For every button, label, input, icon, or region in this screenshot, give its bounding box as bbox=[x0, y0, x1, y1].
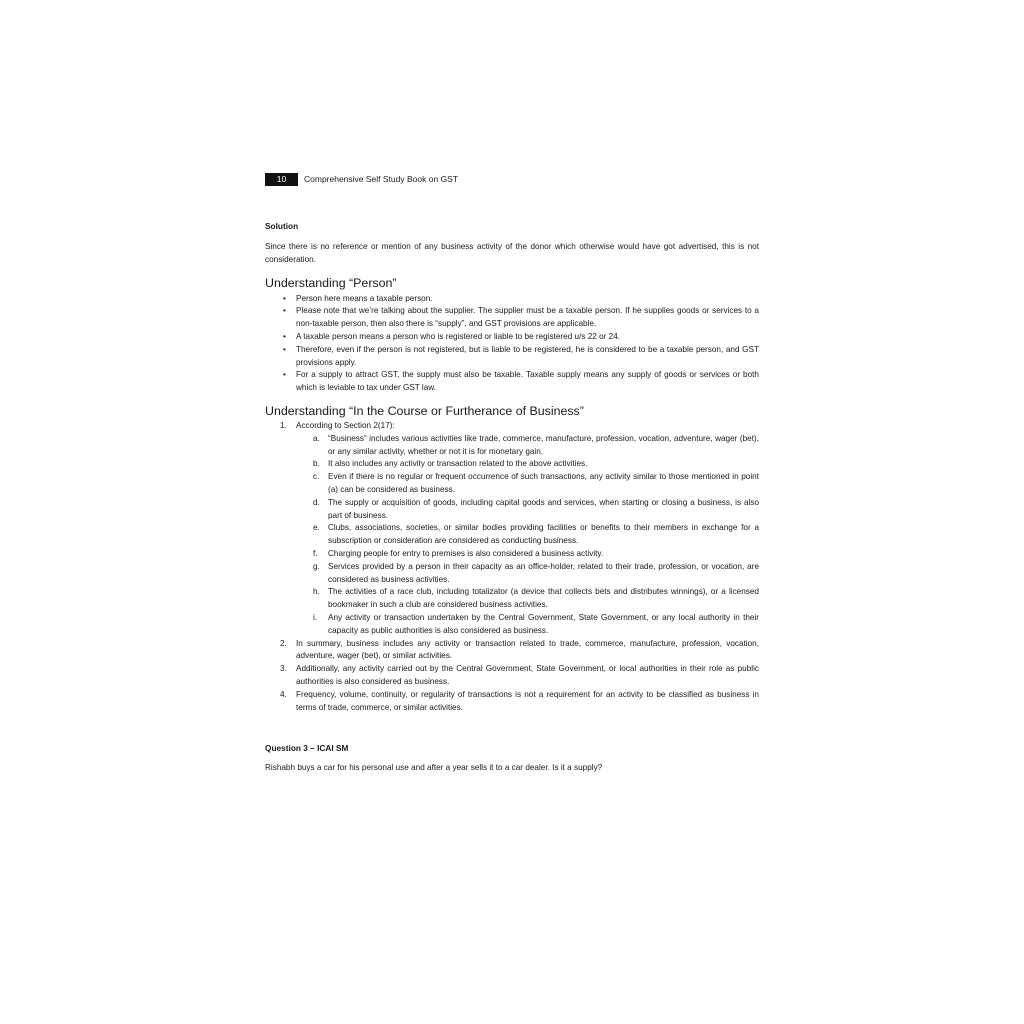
list-item-text: Please note that we’re talking about the supplier. The supplier must be a taxable person. If he supplies goods or services to a non-taxable person, then also there is “supply”, and GST provisions are applicable. bbox=[296, 306, 759, 329]
list-number: 3. bbox=[280, 664, 287, 674]
book-page bbox=[265, 172, 759, 775]
list-item bbox=[265, 293, 759, 306]
sub-list-letter: a. bbox=[313, 433, 320, 443]
sub-list-letter: i. bbox=[313, 612, 318, 622]
list-item bbox=[265, 331, 759, 344]
solution-label: Solution bbox=[265, 221, 299, 231]
list-item bbox=[265, 344, 759, 370]
sub-list-item bbox=[296, 561, 759, 587]
question-label: Question 3 – ICAI SM bbox=[265, 743, 349, 754]
list-item-text: Person here means a taxable person. bbox=[296, 293, 433, 303]
sub-list-item bbox=[296, 522, 759, 548]
sub-list-letter: c. bbox=[313, 472, 320, 482]
sub-list-item bbox=[296, 548, 759, 561]
sub-list-letter: d. bbox=[313, 497, 320, 507]
sub-list-letter: b. bbox=[313, 459, 320, 469]
list-item bbox=[265, 689, 759, 715]
list-item bbox=[265, 638, 759, 664]
list-item-text: For a supply to attract GST, the supply must also be taxable. Taxable supply means any supply of goods or services or both which is leviable to tax under GST law. bbox=[296, 370, 759, 393]
sub-list-item bbox=[296, 586, 759, 612]
list-item-text: Therefore, even if the person is not registered, but is liable to be registered, he is considered to be a taxable person, and GST provisions apply. bbox=[296, 344, 759, 367]
sub-list-letter: g. bbox=[313, 561, 320, 571]
sub-list-letter: f. bbox=[313, 548, 318, 558]
bullet-icon: • bbox=[283, 306, 286, 316]
sub-list-letter: h. bbox=[313, 587, 320, 597]
sub-list-item bbox=[296, 471, 759, 497]
list-item-text: Additionally, any activity carried out by the Central Government, State Government, or local authorities in their role as public authorities is also considered as business. bbox=[296, 664, 759, 686]
sub-list-item bbox=[296, 497, 759, 523]
sub-list-text: The supply or acquisition of goods, including capital goods and services, when starting or closing a business, is also part of business. bbox=[328, 497, 759, 520]
list-item bbox=[265, 663, 759, 689]
list-item bbox=[265, 420, 759, 638]
sub-list-text: Even if there is no regular or frequent occurrence of such transactions, any activity similar to those mentioned in point (a) can be considered as business. bbox=[328, 472, 759, 494]
list-number: 1. bbox=[280, 420, 287, 430]
list-item-text: According to Section 2(17): bbox=[296, 420, 395, 430]
solution-text: Since there is no reference or mention of any business activity of the donor which otherwise would have got advertised, this is not consideration. bbox=[265, 242, 759, 264]
sub-list-text: Clubs, associations, societies, or similar bodies providing facilities or benefits to their members in exchange for a subscription or consideration are considered as conducting business. bbox=[328, 523, 759, 546]
list-item-text: A taxable person means a person who is registered or liable to be registered u/s 22 or 24. bbox=[296, 331, 621, 341]
sub-list-letter: e. bbox=[313, 523, 320, 533]
sub-list-text: “Business” includes various activities like trade, commerce, manufacture, profession, vocation, adventure, wager (bet), or any similar activity, whether or not it is for monetary gain. bbox=[328, 433, 759, 456]
sub-list-item bbox=[296, 612, 759, 638]
list-item bbox=[265, 369, 759, 395]
sub-list-item bbox=[296, 433, 759, 459]
bullet-icon: • bbox=[283, 331, 286, 341]
sub-list-item bbox=[296, 458, 759, 471]
bullet-icon: • bbox=[283, 370, 286, 380]
list-number: 2. bbox=[280, 638, 287, 648]
section-heading-person: Understanding “Person” bbox=[265, 275, 397, 290]
sub-list-text: It also includes any activity or transaction related to the above activities. bbox=[328, 459, 588, 469]
sub-list-text: Charging people for entry to premises is also considered a business activity. bbox=[328, 548, 604, 558]
list-item-text: In summary, business includes any activity or transaction related to trade, commerce, manufacture, profession, vocation, adventure, wager (bet), or similar activities. bbox=[296, 638, 759, 661]
book-title: Comprehensive Self Study Book on GST bbox=[304, 174, 459, 184]
bullet-icon: • bbox=[283, 293, 286, 303]
question-text: Rishabh buys a car for his personal use and after a year sells it to a car dealer. Is it a supply? bbox=[265, 763, 603, 773]
sub-list-text: The activities of a race club, including totalizator (a device that collects bets and distributes winnings), or a licensed bookmaker in such a club are considered business activities. bbox=[328, 587, 759, 610]
list-number: 4. bbox=[280, 689, 287, 699]
sub-list bbox=[296, 433, 759, 638]
sub-list-text: Any activity or transaction undertaken by the Central Government, State Government, or any local authority in their capacity as public authorities is also considered as business. bbox=[328, 612, 759, 635]
page-header bbox=[265, 172, 759, 186]
list-item-text: Frequency, volume, continuity, or regularity of transactions is not a requirement for an activity to be classified as business in terms of trade, commerce, or similar activities. bbox=[296, 689, 759, 712]
section-heading-business: Understanding “In the Course or Furtherance of Business” bbox=[265, 403, 584, 418]
person-bullet-list bbox=[265, 293, 759, 395]
sub-list-text: Services provided by a person in their capacity as an office-holder, related to their trade, profession, or vocation, are considered as business activities. bbox=[328, 561, 759, 584]
list-item bbox=[265, 305, 759, 331]
bullet-icon: • bbox=[283, 344, 286, 354]
page-number-badge: 10 bbox=[265, 173, 298, 186]
business-numbered-list bbox=[265, 420, 759, 714]
